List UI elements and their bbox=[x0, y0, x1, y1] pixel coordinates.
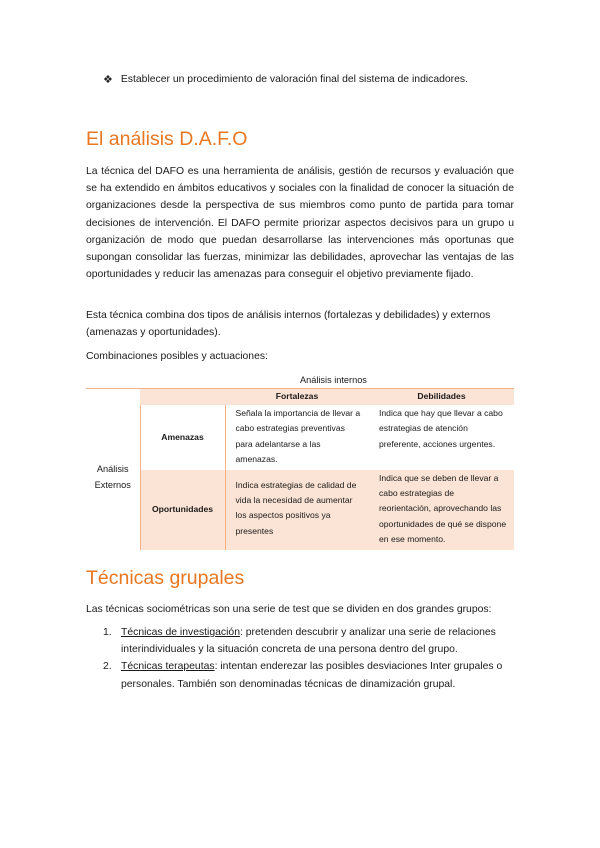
cell-oportunidades-fortalezas: Indica estrategias de calidad de vida la necesidad de aumentar los aspectos positivos ya presentes bbox=[225, 470, 369, 550]
list-text: : intentan enderezar las posibles desviaciones Inter grupales o personales. También son denominadas técnicas de dinamización grupal. bbox=[121, 661, 503, 690]
outer-row-label: Análisis Externos bbox=[86, 405, 140, 550]
tecnicas-list bbox=[103, 624, 523, 693]
list-term: Técnicas de investigación bbox=[121, 627, 240, 638]
dafo-table bbox=[86, 388, 514, 550]
table-row-oportunidades bbox=[86, 470, 514, 550]
list-number: 1. bbox=[103, 627, 112, 638]
cell-oportunidades-debilidades: Indica que se deben de llevar a cabo estrategias de reorientación, aprovechando las oportunidades de qué se dispone en ese momento. bbox=[369, 470, 514, 550]
list-item bbox=[103, 624, 523, 658]
row-label-amenazas: Amenazas bbox=[140, 405, 225, 470]
cell-amenazas-fortalezas: Señala la importancia de llevar a cabo estrategias preventivas para adelantarse a las amenazas. bbox=[235, 408, 361, 465]
table-row-amenazas bbox=[86, 405, 514, 470]
table-header-row bbox=[86, 389, 514, 406]
column-header-fortalezas: Fortalezas bbox=[225, 389, 369, 406]
section-heading-tecnicas: Técnicas grupales bbox=[86, 567, 245, 589]
list-number: 2. bbox=[103, 661, 112, 673]
cell-amenazas-debilidades: Indica que hay que llevar a cabo estrategias de atención preferente, acciones urgentes. bbox=[379, 408, 503, 449]
tecnicas-intro: Las técnicas sociométricas son una serie de test que se dividen en dos grandes grupos: bbox=[86, 604, 492, 615]
list-text: : pretenden descubrir y analizar una serie de relaciones interindividuales y la situación concreta de una persona dentro del grupo. bbox=[121, 627, 496, 656]
list-term: Técnicas terapeutas bbox=[121, 661, 215, 673]
dafo-paragraph-2: Esta técnica combina dos tipos de análisis internos (fortalezas y debilidades) y externos (amenazas y oportunidades). bbox=[86, 310, 491, 339]
bullet-text: Establecer un procedimiento de valoración final del sistema de indicadores. bbox=[120, 74, 469, 85]
diamond-bullet-icon: ❖ bbox=[103, 74, 113, 86]
list-item bbox=[103, 658, 523, 692]
table-caption: Análisis internos bbox=[300, 375, 367, 385]
bullet-item bbox=[103, 73, 468, 87]
row-label-oportunidades: Oportunidades bbox=[140, 470, 225, 550]
dafo-paragraph-3: Combinaciones posibles y actuaciones: bbox=[86, 351, 268, 362]
dafo-paragraph-1: La técnica del DAFO es una herramienta de análisis, gestión de recursos y evaluación que se ha extendido en ámbitos educativos y sociales con la finalidad de conocer la situación de organizaciones desde la perspectiva de sus miembros como punto de partida para tomar decisiones de intervención. El DAFO permite priorizar aspectos decisivos para un grupo u organización de modo que puedan desarrollarse las intervenciones más oportunas que supongan consolidar las fuerzas, minimizar las debilidades, aprovechar las ventajas de las oportunidades y reducir las amenazas para conseguir el objetivo previamente fijado. bbox=[86, 166, 514, 281]
section-heading-dafo: El análisis D.A.F.O bbox=[86, 128, 248, 150]
column-header-debilidades: Debilidades bbox=[369, 389, 514, 406]
